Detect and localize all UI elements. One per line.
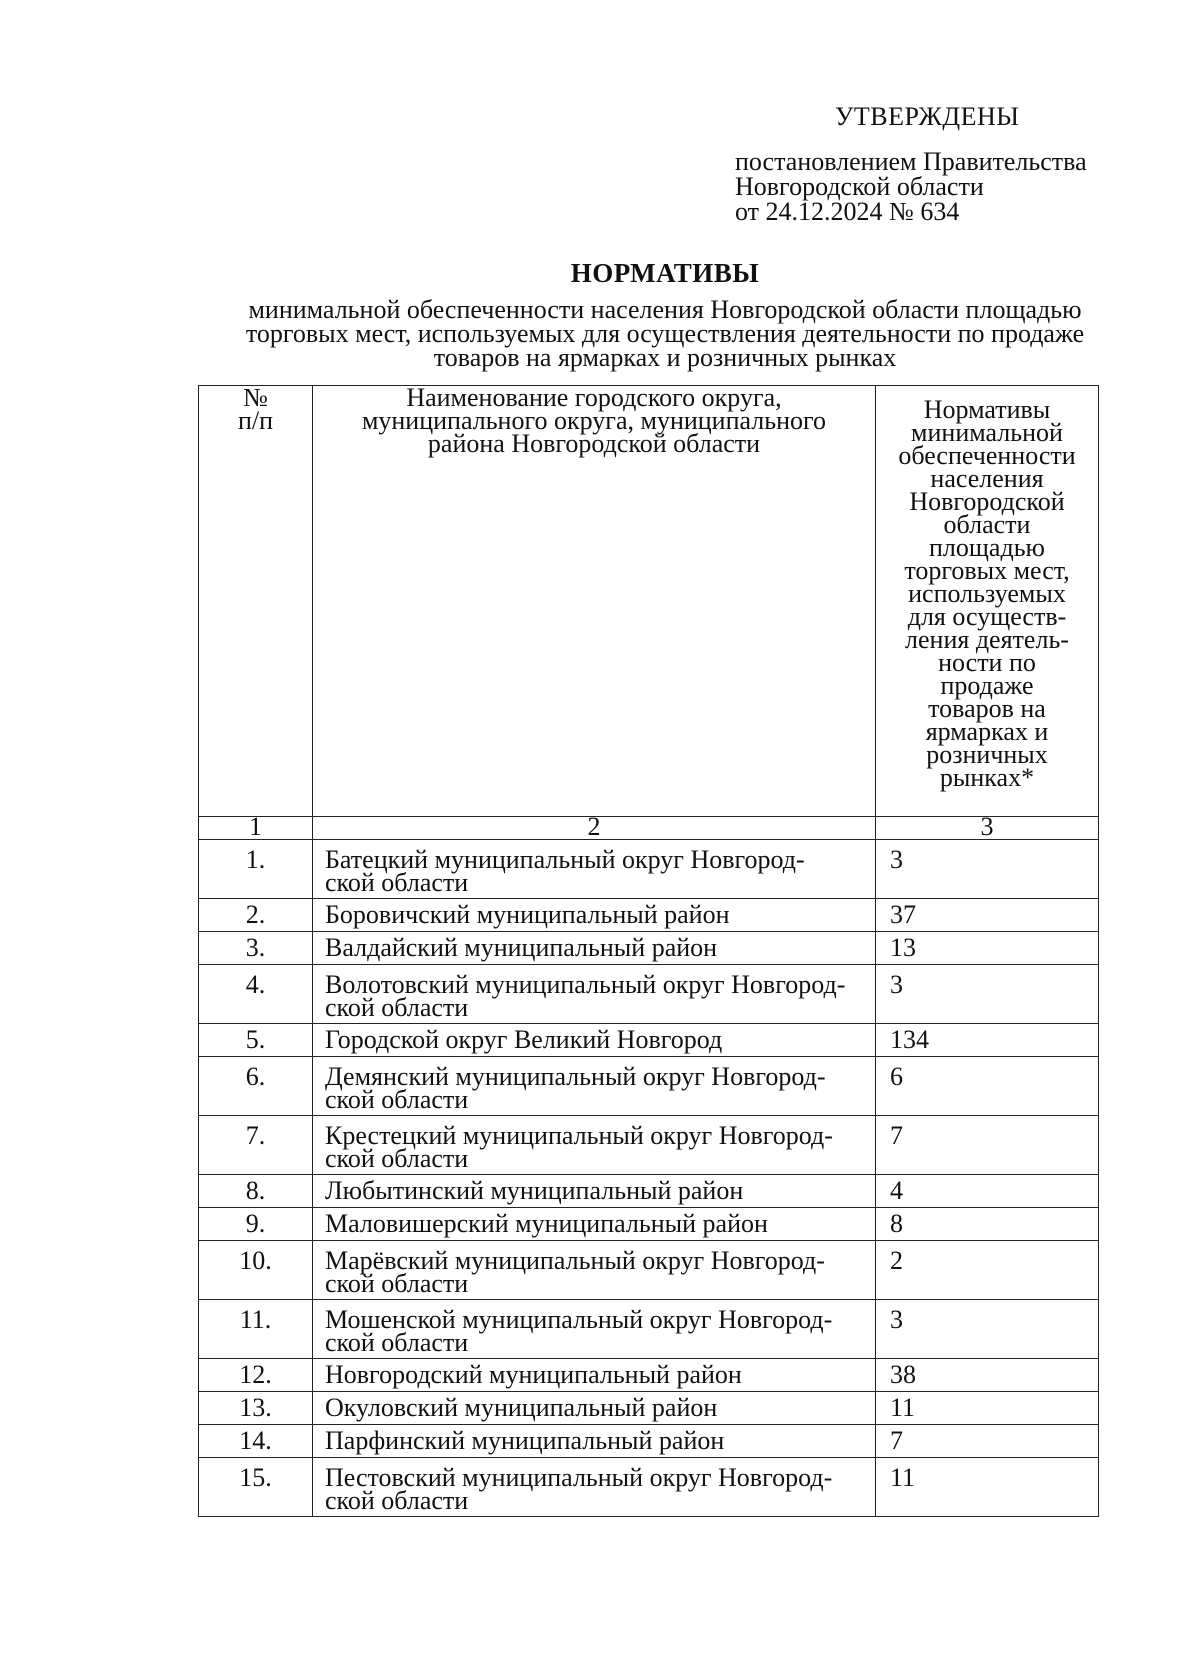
header-norm-line: торговых мест, bbox=[904, 556, 1070, 585]
row-name bbox=[313, 1300, 876, 1359]
approval-stamp bbox=[735, 104, 1155, 224]
row-value: 7 bbox=[876, 1425, 1099, 1458]
subtitle-line: торговых мест, используемых для осуществления деятельности по продаже bbox=[245, 319, 1085, 348]
row-name-line: ской области bbox=[325, 868, 469, 897]
row-value: 3 bbox=[876, 1300, 1099, 1359]
row-value: 8 bbox=[876, 1208, 1099, 1241]
row-name-line: Парфинский муниципальный район bbox=[325, 1426, 725, 1455]
row-name-line: Городской округ Великий Новгород bbox=[325, 1025, 723, 1054]
table-row bbox=[199, 1116, 1099, 1175]
header-norm bbox=[876, 386, 1099, 817]
column-number: 3 bbox=[876, 817, 1099, 840]
header-norm-line: для осуществ- bbox=[907, 602, 1067, 631]
row-name bbox=[313, 1024, 876, 1057]
row-number: 8. bbox=[199, 1175, 313, 1208]
row-name-line: Мошенской муниципальный округ Новгород- bbox=[325, 1305, 833, 1334]
header-norm-line: ности по bbox=[938, 648, 1036, 677]
table-row bbox=[199, 932, 1099, 965]
column-numbers-row bbox=[199, 817, 1099, 840]
row-number: 1. bbox=[199, 840, 313, 899]
header-norm-line: товаров на bbox=[928, 694, 1046, 723]
row-name bbox=[313, 1116, 876, 1175]
table-row bbox=[199, 1057, 1099, 1116]
table-row bbox=[199, 1175, 1099, 1208]
row-name bbox=[313, 1175, 876, 1208]
table-row bbox=[199, 1458, 1099, 1517]
row-value: 4 bbox=[876, 1175, 1099, 1208]
approval-line: Новгородской области bbox=[735, 172, 984, 201]
document-subtitle bbox=[200, 295, 1130, 372]
row-name bbox=[313, 1241, 876, 1300]
row-number: 9. bbox=[199, 1208, 313, 1241]
header-norm-line: ярмарках и bbox=[925, 717, 1049, 746]
row-name bbox=[313, 1392, 876, 1425]
row-number: 6. bbox=[199, 1057, 313, 1116]
row-name-line: ской области bbox=[325, 993, 469, 1022]
row-name-line: Окуловский муниципальный район bbox=[325, 1393, 718, 1422]
header-norm-line: минимальной bbox=[911, 418, 1063, 447]
header-norm-line: ления деятель- bbox=[905, 625, 1069, 654]
header-norm-line: Новгородской bbox=[909, 487, 1065, 516]
header-norm-line: Нормативы bbox=[923, 395, 1051, 424]
table-row bbox=[199, 1024, 1099, 1057]
approval-line: постановлением Правительства bbox=[735, 147, 1087, 176]
row-number: 7. bbox=[199, 1116, 313, 1175]
header-norm-line: используемых bbox=[908, 579, 1066, 608]
row-value: 37 bbox=[876, 899, 1099, 932]
table-row bbox=[199, 1208, 1099, 1241]
row-name-line: ской области bbox=[325, 1328, 469, 1357]
header-norm-line: площадью bbox=[929, 533, 1045, 562]
row-number: 13. bbox=[199, 1392, 313, 1425]
row-number: 2. bbox=[199, 899, 313, 932]
approval-heading: УТВЕРЖДЕНЫ bbox=[835, 102, 1020, 131]
row-name-line: Волотовский муниципальный округ Новгород- bbox=[325, 970, 846, 999]
table-row bbox=[199, 965, 1099, 1024]
document-title: НОРМАТИВЫ bbox=[570, 258, 760, 288]
header-norm-line: продаже bbox=[940, 671, 1034, 700]
table-row bbox=[199, 1241, 1099, 1300]
approval-date: от 24.12.2024 № 634 bbox=[735, 197, 960, 226]
row-name-line: Маловишерский муниципальный район bbox=[325, 1209, 768, 1238]
header-number: № п/п bbox=[199, 386, 313, 817]
column-number: 1 bbox=[199, 817, 313, 840]
row-name bbox=[313, 1458, 876, 1517]
row-name-line: Валдайский муниципальный район bbox=[325, 933, 718, 962]
row-name-line: ской области bbox=[325, 1144, 469, 1173]
row-name bbox=[313, 1359, 876, 1392]
row-number: 5. bbox=[199, 1024, 313, 1057]
header-norm-line: обеспеченности bbox=[898, 441, 1076, 470]
row-name-line: Любытинский муниципальный район bbox=[325, 1176, 744, 1205]
row-value: 13 bbox=[876, 932, 1099, 965]
row-number: 4. bbox=[199, 965, 313, 1024]
row-name-line: Крестецкий муниципальный округ Новгород- bbox=[325, 1121, 833, 1150]
subtitle-line: минимальной обеспеченности населения Новгородской области площадью bbox=[248, 295, 1082, 324]
row-name-line: Боровичский муниципальный район bbox=[325, 900, 730, 929]
row-name bbox=[313, 965, 876, 1024]
table-row bbox=[199, 1392, 1099, 1425]
row-name bbox=[313, 1208, 876, 1241]
row-value: 2 bbox=[876, 1241, 1099, 1300]
table-row bbox=[199, 840, 1099, 899]
row-value: 38 bbox=[876, 1359, 1099, 1392]
column-number: 2 bbox=[313, 817, 876, 840]
row-name-line: Демянский муниципальный округ Новгород- bbox=[325, 1062, 826, 1091]
row-number: 3. bbox=[199, 932, 313, 965]
row-name-line: Марёвский муниципальный округ Новгород- bbox=[325, 1246, 825, 1275]
row-number: 14. bbox=[199, 1425, 313, 1458]
row-name bbox=[313, 1425, 876, 1458]
row-value: 11 bbox=[876, 1458, 1099, 1517]
subtitle-line: товаров на ярмарках и розничных рынках bbox=[433, 343, 897, 372]
header-norm-line: населения bbox=[930, 464, 1044, 493]
row-value: 6 bbox=[876, 1057, 1099, 1116]
row-name-line: ской области bbox=[325, 1085, 469, 1114]
row-name-line: Батецкий муниципальный округ Новгород- bbox=[325, 845, 805, 874]
row-name-line: Пестовский муниципальный округ Новгород- bbox=[325, 1463, 833, 1492]
header-name: Наименование городского округа, муниципального округа, муниципального района Новгородской области bbox=[313, 386, 876, 817]
row-name-line: Новгородский муниципальный район bbox=[325, 1360, 742, 1389]
row-value: 7 bbox=[876, 1116, 1099, 1175]
row-number: 12. bbox=[199, 1359, 313, 1392]
row-name-line: ской области bbox=[325, 1486, 469, 1515]
table-row bbox=[199, 899, 1099, 932]
table-header-row bbox=[199, 386, 1099, 817]
row-value: 134 bbox=[876, 1024, 1099, 1057]
table-row bbox=[199, 1300, 1099, 1359]
row-name bbox=[313, 899, 876, 932]
row-value: 11 bbox=[876, 1392, 1099, 1425]
table-row bbox=[199, 1359, 1099, 1392]
row-number: 15. bbox=[199, 1458, 313, 1517]
row-number: 11. bbox=[199, 1300, 313, 1359]
row-name-line: ской области bbox=[325, 1269, 469, 1298]
header-norm-line: розничных bbox=[926, 740, 1048, 769]
header-norm-line: рынках* bbox=[939, 763, 1035, 792]
row-name bbox=[313, 932, 876, 965]
row-number: 10. bbox=[199, 1241, 313, 1300]
row-name bbox=[313, 840, 876, 899]
table-row bbox=[199, 1425, 1099, 1458]
row-value: 3 bbox=[876, 840, 1099, 899]
norms-table bbox=[198, 385, 1099, 1517]
row-name bbox=[313, 1057, 876, 1116]
row-value: 3 bbox=[876, 965, 1099, 1024]
header-norm-line: области bbox=[943, 510, 1031, 539]
